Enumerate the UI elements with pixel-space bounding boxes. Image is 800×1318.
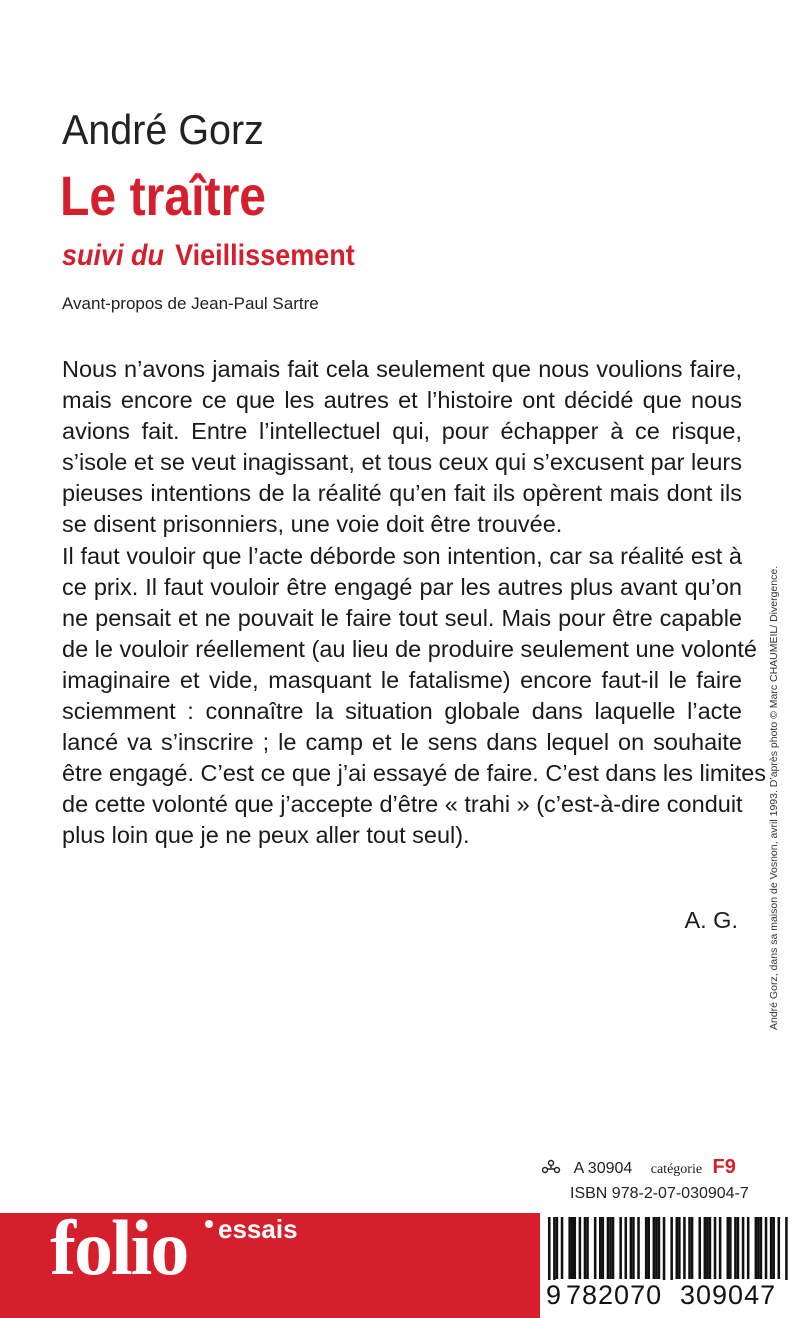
collection-series: essais bbox=[218, 1214, 298, 1244]
barcode-bar bbox=[647, 1217, 650, 1279]
barcode-bar bbox=[704, 1217, 707, 1279]
barcode-bar bbox=[785, 1217, 788, 1287]
barcode-bar bbox=[676, 1217, 679, 1279]
blurb-line: lancé va s’inscrire ; le camp et le sens dans lequel on souhaite bbox=[62, 729, 742, 756]
barcode-bar bbox=[619, 1217, 622, 1279]
blurb-paragraph-2 bbox=[62, 541, 767, 852]
blurb-line: ne pensait et ne pouvait le faire tout seul. Mais pour être capable bbox=[62, 604, 742, 631]
barcode-bar bbox=[658, 1217, 661, 1279]
barcode-bar bbox=[706, 1217, 709, 1279]
barcode-bar bbox=[765, 1217, 768, 1279]
barcode-bar bbox=[568, 1217, 571, 1279]
blurb-line: Nous n’avons jamais fait cela seulement que nous voulions faire, bbox=[62, 356, 742, 382]
blurb-line: mais encore ce que les autres et l’histoire ont décidé que nous bbox=[62, 387, 742, 414]
blurb-line: plus loin que je ne peux aller tout seul). bbox=[62, 822, 470, 849]
barcode-left-group: 782070 bbox=[566, 1280, 663, 1310]
blurb-signature: A. G. bbox=[684, 907, 738, 933]
category-code: F9 bbox=[712, 1156, 736, 1178]
barcode-bar bbox=[645, 1217, 648, 1279]
subtitle-work: Vieillissement bbox=[175, 239, 355, 272]
barcode-bar bbox=[709, 1217, 712, 1279]
barcode-bar bbox=[670, 1217, 673, 1287]
blurb-line: sciemment : connaître la situation globale dans laquelle l’acte bbox=[62, 698, 742, 725]
barcode-bar bbox=[727, 1217, 730, 1279]
barcode-bar bbox=[747, 1217, 750, 1279]
collection-name: folio bbox=[50, 1204, 188, 1291]
barcode-bar bbox=[586, 1217, 589, 1279]
barcode-bar bbox=[632, 1217, 635, 1279]
blurb-paragraph-1 bbox=[62, 354, 742, 541]
catalog-number: A 30904 bbox=[573, 1160, 633, 1177]
barcode-bar bbox=[770, 1217, 773, 1279]
author-name: André Gorz bbox=[62, 106, 264, 153]
category-label: catégorie bbox=[650, 1162, 703, 1177]
blurb-line: pieuses intentions de la réalité qu’en fait ils opèrent mais dont ils bbox=[62, 480, 742, 507]
barcode-bar bbox=[599, 1217, 602, 1279]
photo-credit: André Gorz, dans sa maison de Vosnon, avril 1993. D’après photo © Marc CHAUMEIL/ Divergence. bbox=[768, 565, 780, 1030]
barcode-bar bbox=[584, 1217, 587, 1279]
barcode-bar bbox=[760, 1217, 763, 1279]
barcode-bar bbox=[625, 1217, 628, 1279]
barcode-bar bbox=[683, 1217, 686, 1279]
barcode-bar bbox=[556, 1217, 559, 1279]
barcode-digits bbox=[540, 1280, 800, 1314]
blurb-line: de cette volonté que j’accepte d’être « trahi » (c’est-à-dire conduit bbox=[62, 791, 743, 818]
barcode-first-digit: 9 bbox=[546, 1280, 563, 1310]
barcode-bar bbox=[688, 1217, 691, 1279]
barcode-bar bbox=[637, 1217, 640, 1279]
blurb-line: Il faut vouloir que l’acte déborde son intention, car sa réalité est à bbox=[62, 542, 742, 569]
barcode-bar bbox=[561, 1217, 564, 1279]
barcode-right-group: 309047 bbox=[680, 1280, 777, 1310]
barcode-bar bbox=[757, 1217, 760, 1279]
blurb-line: s’isole et se veut inagissant, et tous ceux qui s’excusent par leurs bbox=[62, 449, 742, 476]
barcode-bar bbox=[612, 1217, 615, 1279]
barcode-bar bbox=[778, 1217, 781, 1279]
barcode-bar bbox=[630, 1217, 633, 1279]
barcode-bar bbox=[742, 1217, 745, 1279]
barcode-bar bbox=[663, 1217, 666, 1287]
barcode-bar bbox=[571, 1217, 574, 1279]
barcode-bar bbox=[602, 1217, 605, 1279]
subtitle bbox=[62, 239, 355, 273]
barcode-bar bbox=[678, 1217, 681, 1279]
barcode-bar bbox=[607, 1217, 610, 1279]
back-cover-blurb bbox=[62, 354, 767, 852]
barcode-bar bbox=[653, 1217, 656, 1279]
barcode-bar bbox=[698, 1217, 701, 1279]
blurb-line: de le vouloir réellement (au lieu de produire seulement une volonté bbox=[62, 635, 757, 662]
barcode-bar bbox=[655, 1217, 658, 1279]
barcode-bar bbox=[737, 1217, 740, 1279]
barcode-bar bbox=[579, 1217, 582, 1279]
isbn-number: ISBN 978-2-07-030904-7 bbox=[570, 1185, 749, 1202]
barcode-bar bbox=[691, 1217, 694, 1279]
blurb-line: ce prix. Il faut vouloir être engagé par les autres plus avant qu’on bbox=[62, 573, 742, 600]
blurb-line: être engagé. C’est ce que j’ai essayé de faire. C’est dans les limites bbox=[62, 760, 767, 787]
barcode-bar bbox=[719, 1217, 722, 1279]
catalog-line bbox=[540, 1156, 736, 1179]
barcode-bar bbox=[548, 1217, 551, 1287]
barcode-bar bbox=[594, 1217, 597, 1279]
subtitle-prefix: suivi du bbox=[62, 239, 165, 272]
collection-dot bbox=[205, 1220, 213, 1228]
barcode-bar bbox=[553, 1217, 556, 1287]
blurb-line: se disent prisonniers, une voie doit être trouvée. bbox=[62, 511, 563, 538]
foreword-credit: Avant-propos de Jean-Paul Sartre bbox=[62, 294, 319, 313]
barcode-bar bbox=[729, 1217, 732, 1279]
blurb-line: avions fait. Entre l’intellectuel qui, pour échapper à ce risque, bbox=[62, 418, 742, 445]
barcode-bar bbox=[755, 1217, 758, 1279]
barcode-bar bbox=[574, 1217, 577, 1279]
book-title: Le traître bbox=[60, 164, 267, 227]
barcode-bar bbox=[772, 1217, 775, 1279]
barcode-bar bbox=[714, 1217, 717, 1279]
barcode-bar bbox=[734, 1217, 737, 1279]
gallimard-logo-icon bbox=[540, 1159, 562, 1175]
barcode-bars bbox=[546, 1217, 794, 1287]
barcode-bar bbox=[609, 1217, 612, 1279]
blurb-line: imaginaire et vide, masquant le fatalisme) encore faut-il le faire bbox=[62, 666, 742, 693]
